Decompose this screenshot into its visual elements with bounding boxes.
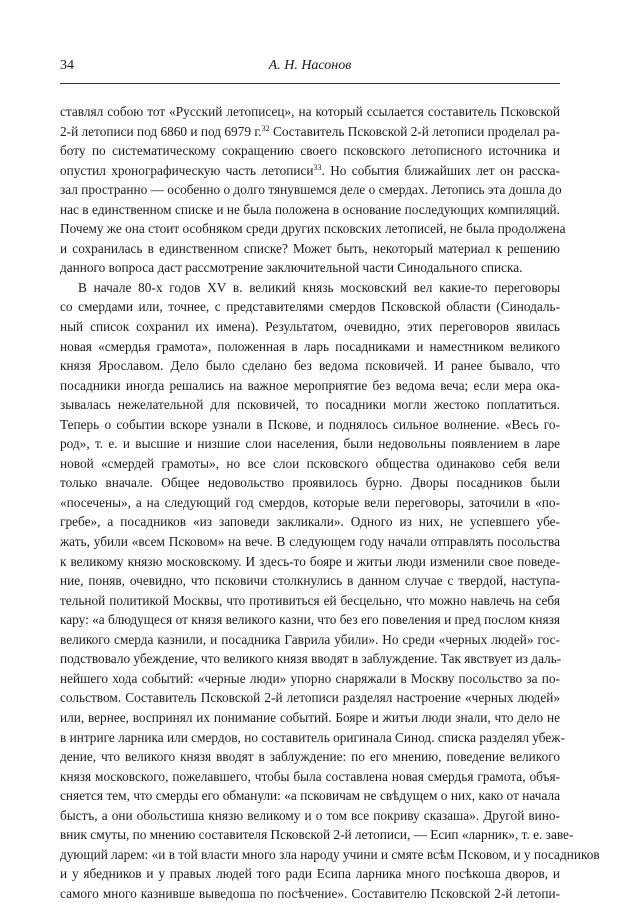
- text-line: [60, 630, 560, 650]
- line-text: тельной политикой Москвы, что противиться ей бесцельно, что можно навлечь на себя: [60, 592, 560, 608]
- text-line: [60, 747, 560, 767]
- line-text: ный список сохранил их имена). Результатом, очевидно, этих переговоров явилась: [60, 319, 560, 335]
- text-line: [60, 141, 560, 161]
- text-line: [60, 180, 560, 200]
- text-line: [60, 649, 560, 669]
- line-text: дение, что великого князя вводят в заблуждение: по его мнению, поведение великого: [60, 749, 560, 765]
- line-text: дующий ларем: «и в той власти много зла народу учини и смяте всѣм Псковом, и у посадников: [60, 846, 600, 862]
- text-line: [60, 219, 566, 239]
- text-line: [60, 200, 560, 220]
- text-line: [60, 591, 560, 611]
- line-text: боту по систематическому сокращению своего псковского летописного источника и: [60, 143, 560, 159]
- line-text: или, вернее, воспринял их понимание событий. Бояре и житьи люди знали, что дело не: [60, 709, 560, 725]
- line-text: князя Ярославом. Дело было сделано без ведома псковичей. И ранее бывало, что: [60, 358, 560, 374]
- line-text-continued: Составитель Псковской 2-й летописи проделал ра-: [269, 123, 560, 139]
- line-text: нейшего хода событий: «черные люди» упорно снаряжали в Москву посольство за по-: [60, 670, 560, 686]
- line-text: в интриге ларника или смердов, но составитель оригинала Синод. списка разделял убеж-: [60, 729, 565, 745]
- text-line: [60, 473, 560, 493]
- line-text: со смердами или, точнее, с представителями смердов Псковской области (Синодаль-: [60, 299, 560, 315]
- line-text: кару: «а блюдущеся от князя великого казни, что без его повеления и пред послом князя: [60, 612, 560, 628]
- line-text: зал пространно — особенно о долго тянувшемся деле о смердах. Летопись эта дошла до: [60, 182, 562, 198]
- text-line: [60, 767, 560, 787]
- text-line: [60, 552, 560, 572]
- text-line: [60, 864, 560, 884]
- line-text: жать, убили «всем Псковом» на вече. В следующем году начали отправлять посольства: [60, 534, 560, 550]
- footnote-marker: 32: [261, 123, 270, 133]
- line-text: и сохранилась в единственном списке? Может быть, некоторый материал к решению: [60, 240, 560, 256]
- page-number: 34: [60, 58, 74, 73]
- line-text: князя московского, пожелавшего, чтобы была составлена новая смердья грамота, объя-: [60, 768, 560, 784]
- text-line: [60, 278, 560, 298]
- line-text: самого много казнивше выведоша по посѣчение». Составителю Псковской 2-й летопи-: [60, 885, 560, 901]
- line-text: данного вопроса даст рассмотрение заключительной части Синодального списка.: [60, 260, 523, 276]
- text-line: [60, 571, 560, 591]
- line-text: к великому князю московскому. И здесь-то бояре и житьи люди изменили свое поведе-: [60, 553, 560, 569]
- text-line: [60, 415, 560, 435]
- line-text: «посечены», а на следующий год смердов, которые вели переговоры, заточили в «по-: [60, 494, 560, 510]
- text-line: [60, 161, 560, 181]
- text-line: [60, 337, 560, 357]
- text-line: [60, 395, 560, 415]
- line-text: и у ябедников и у правых людей того ради Есипа ларника много посѣкоша дворов, и: [60, 866, 560, 882]
- text-line: [60, 239, 560, 259]
- running-head: А. Н. Насонов: [268, 58, 352, 73]
- text-line: [60, 493, 560, 513]
- line-text-continued: . Но события ближайших лет он расска-: [321, 162, 560, 178]
- line-text: нас в единственном списке и не была положена в основание последующих компиляций.: [60, 201, 560, 217]
- footnote-marker: 33: [313, 162, 322, 172]
- line-text: ние, поняв, очевидно, что псковичи столкнулись в данном случае с твердой, наступа-: [60, 573, 560, 589]
- line-text: 2-й летописи под 6860 и под 6979 г.: [60, 123, 262, 139]
- text-line: [60, 122, 560, 142]
- line-text: гребе», а посадников «из заповеди закликали». Одного из них, не успевшего убе-: [60, 514, 560, 530]
- line-text: новая «смердья грамота», положенная в ларь посадниками и наместником великого: [60, 338, 560, 354]
- line-text: Теперь о событии вскоре узнали в Пскове, и поднялось сильное волнение. «Весь го-: [60, 416, 560, 432]
- line-text: новой «смердей грамоты», но все слои псковского общества одинаково себя вели: [60, 455, 560, 471]
- text-line: [60, 825, 574, 845]
- text-line: [60, 532, 560, 552]
- text-line: [60, 434, 560, 454]
- text-line: [60, 610, 560, 630]
- line-text: вник смуты, по мнению составителя Псковской 2-й летописи, — Есип «ларник», т. е. заве-: [60, 827, 574, 843]
- text-line: [60, 786, 560, 806]
- text-line: [60, 708, 560, 728]
- line-text: только вначале. Общее недовольство проявилось бурно. Дворы посадников были: [60, 475, 560, 491]
- text-line: [60, 845, 600, 865]
- page-header: [60, 58, 560, 80]
- line-text: Почему же она стоит особняком среди других псковских летописей, не была продолжена: [60, 221, 566, 237]
- text-line: [60, 884, 560, 903]
- line-text: В начале 80-х годов XV в. великий князь московский вел какие-то переговоры: [78, 279, 560, 295]
- body-text: [60, 102, 600, 903]
- text-line: [60, 258, 560, 278]
- text-line: [60, 317, 560, 337]
- line-text: великого смерда казнили, и посадника Гаврила убили». Но среди «черных людей» гос-: [60, 631, 560, 647]
- line-text: род», т. е. и высшие и низшие слои населения, были недовольны появлением в ларе: [60, 436, 560, 452]
- text-line: [60, 512, 560, 532]
- header-rule: [60, 83, 560, 84]
- line-text: быстъ, а они обольстиша князю великому и о том все покриву сказаша». Другой вино-: [60, 807, 560, 823]
- text-line: [60, 102, 560, 122]
- text-line: [60, 728, 565, 748]
- text-line: [60, 376, 560, 396]
- line-text: зывалась нежелательной для псковичей, то посадники могли жестоко поплатиться.: [60, 397, 560, 413]
- line-text: посадники иногда решались на важное мероприятие без ведома веча; если мера ока-: [60, 377, 560, 393]
- text-line: [60, 356, 560, 376]
- line-text: ставлял собою тот «Русский летописец», на который ссылается составитель Псковской: [60, 104, 560, 119]
- text-line: [60, 454, 560, 474]
- text-line: [60, 669, 560, 689]
- line-text: подствовало убеждение, что великого князя вводят в заблуждение. Так явствует из даль-: [60, 651, 562, 667]
- text-line: [60, 806, 560, 826]
- text-line: [60, 688, 560, 708]
- line-text: сняется тем, что смерды его обманули: «а псковичам не свѣдущем о них, како от начала: [60, 788, 560, 804]
- text-line: [60, 297, 560, 317]
- line-text: сольством. Составитель Псковской 2-й летописи разделял настроение «черных людей»: [60, 690, 560, 706]
- line-text: опустил хронографическую часть летописи: [60, 162, 314, 178]
